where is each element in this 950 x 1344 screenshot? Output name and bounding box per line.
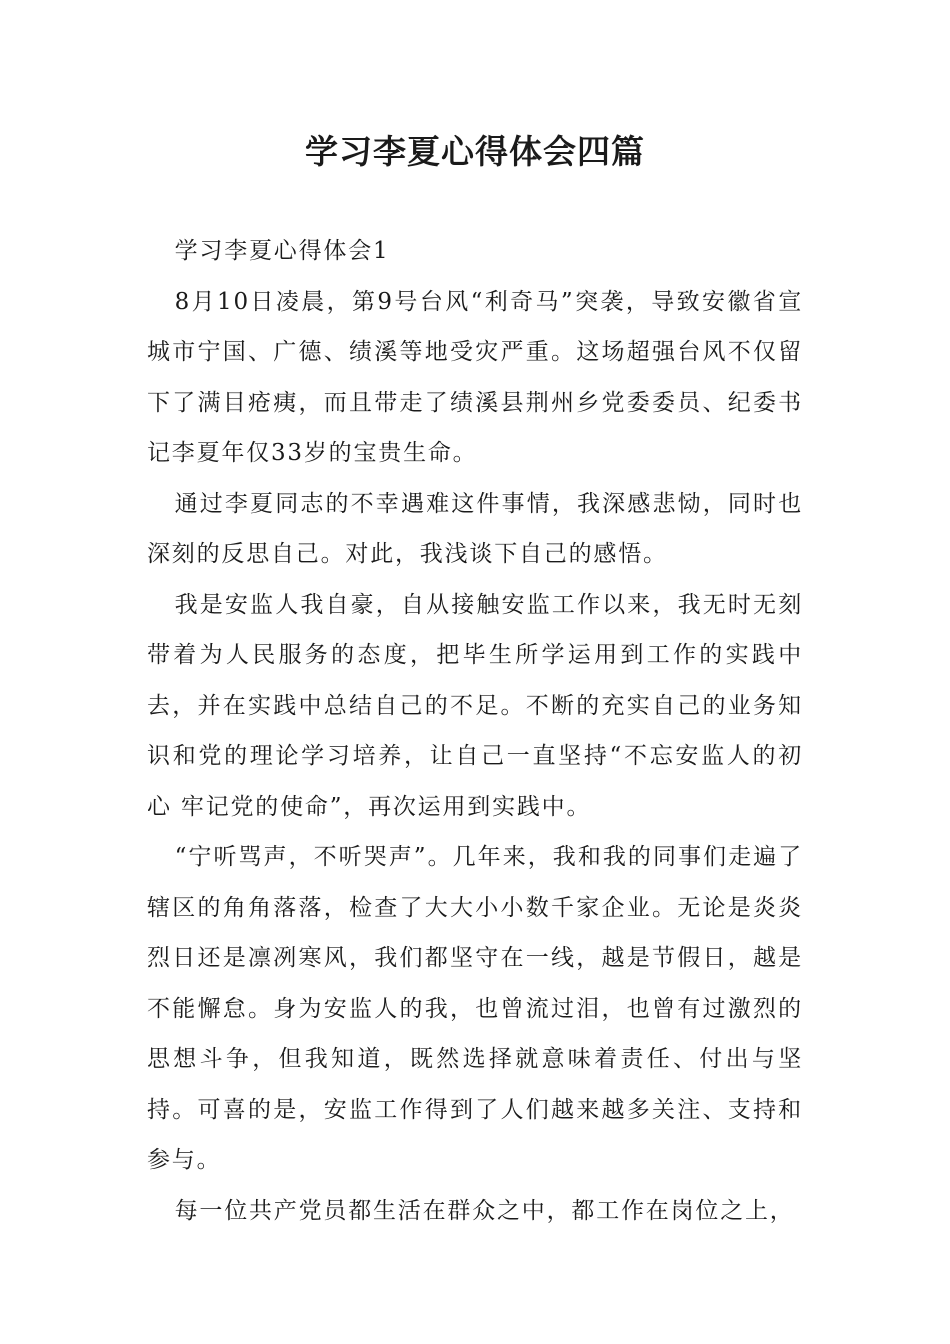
document-title: 学习李夏心得体会四篇 xyxy=(305,132,645,171)
paragraph: 我是安监人我自豪，自从接触安监工作以来，我无时无刻带着为人民服务的态度，把毕生所学运用到工作的实践中去，并在实践中总结自己的不足。不断的充实自己的业务知识和党的理论学习培养，让自己一直坚持“不忘安监人的初心 牢记党的使命”，再次运用到实践中。 xyxy=(147,591,803,820)
paragraph: 通过李夏同志的不幸遇难这件事情，我深感悲恸，同时也深刻的反思自己。对此，我浅谈下自己的感悟。 xyxy=(147,490,803,567)
paragraph: 8月10日凌晨，第9号台风“利奇马”突袭，导致安徽省宣城市宁国、广德、绩溪等地受灾严重。这场超强台风不仅留下了满目疮痍，而且带走了绩溪县荆州乡党委委员、纪委书记李夏年仅33岁的宝贵生命。 xyxy=(147,288,803,466)
section-heading: 学习李夏心得体会1 xyxy=(174,238,390,264)
document-body xyxy=(147,226,803,1236)
paragraph: 每一位共产党员都生活在群众之中，都工作在岗位之上， xyxy=(174,1197,795,1224)
paragraph: “宁听骂声，不听哭声”。几年来，我和我的同事们走遍了辖区的角角落落，检查了大大小小数千家企业。无论是炎炎烈日还是凛冽寒风，我们都坚守在一线，越是节假日，越是不能懈怠。身为安监人的我，也曾流过泪，也曾有过激烈的思想斗争，但我知道，既然选择就意味着责任、付出与坚持。可喜的是，安监工作得到了人们越来越多关注、支持和参与。 xyxy=(147,844,803,1173)
